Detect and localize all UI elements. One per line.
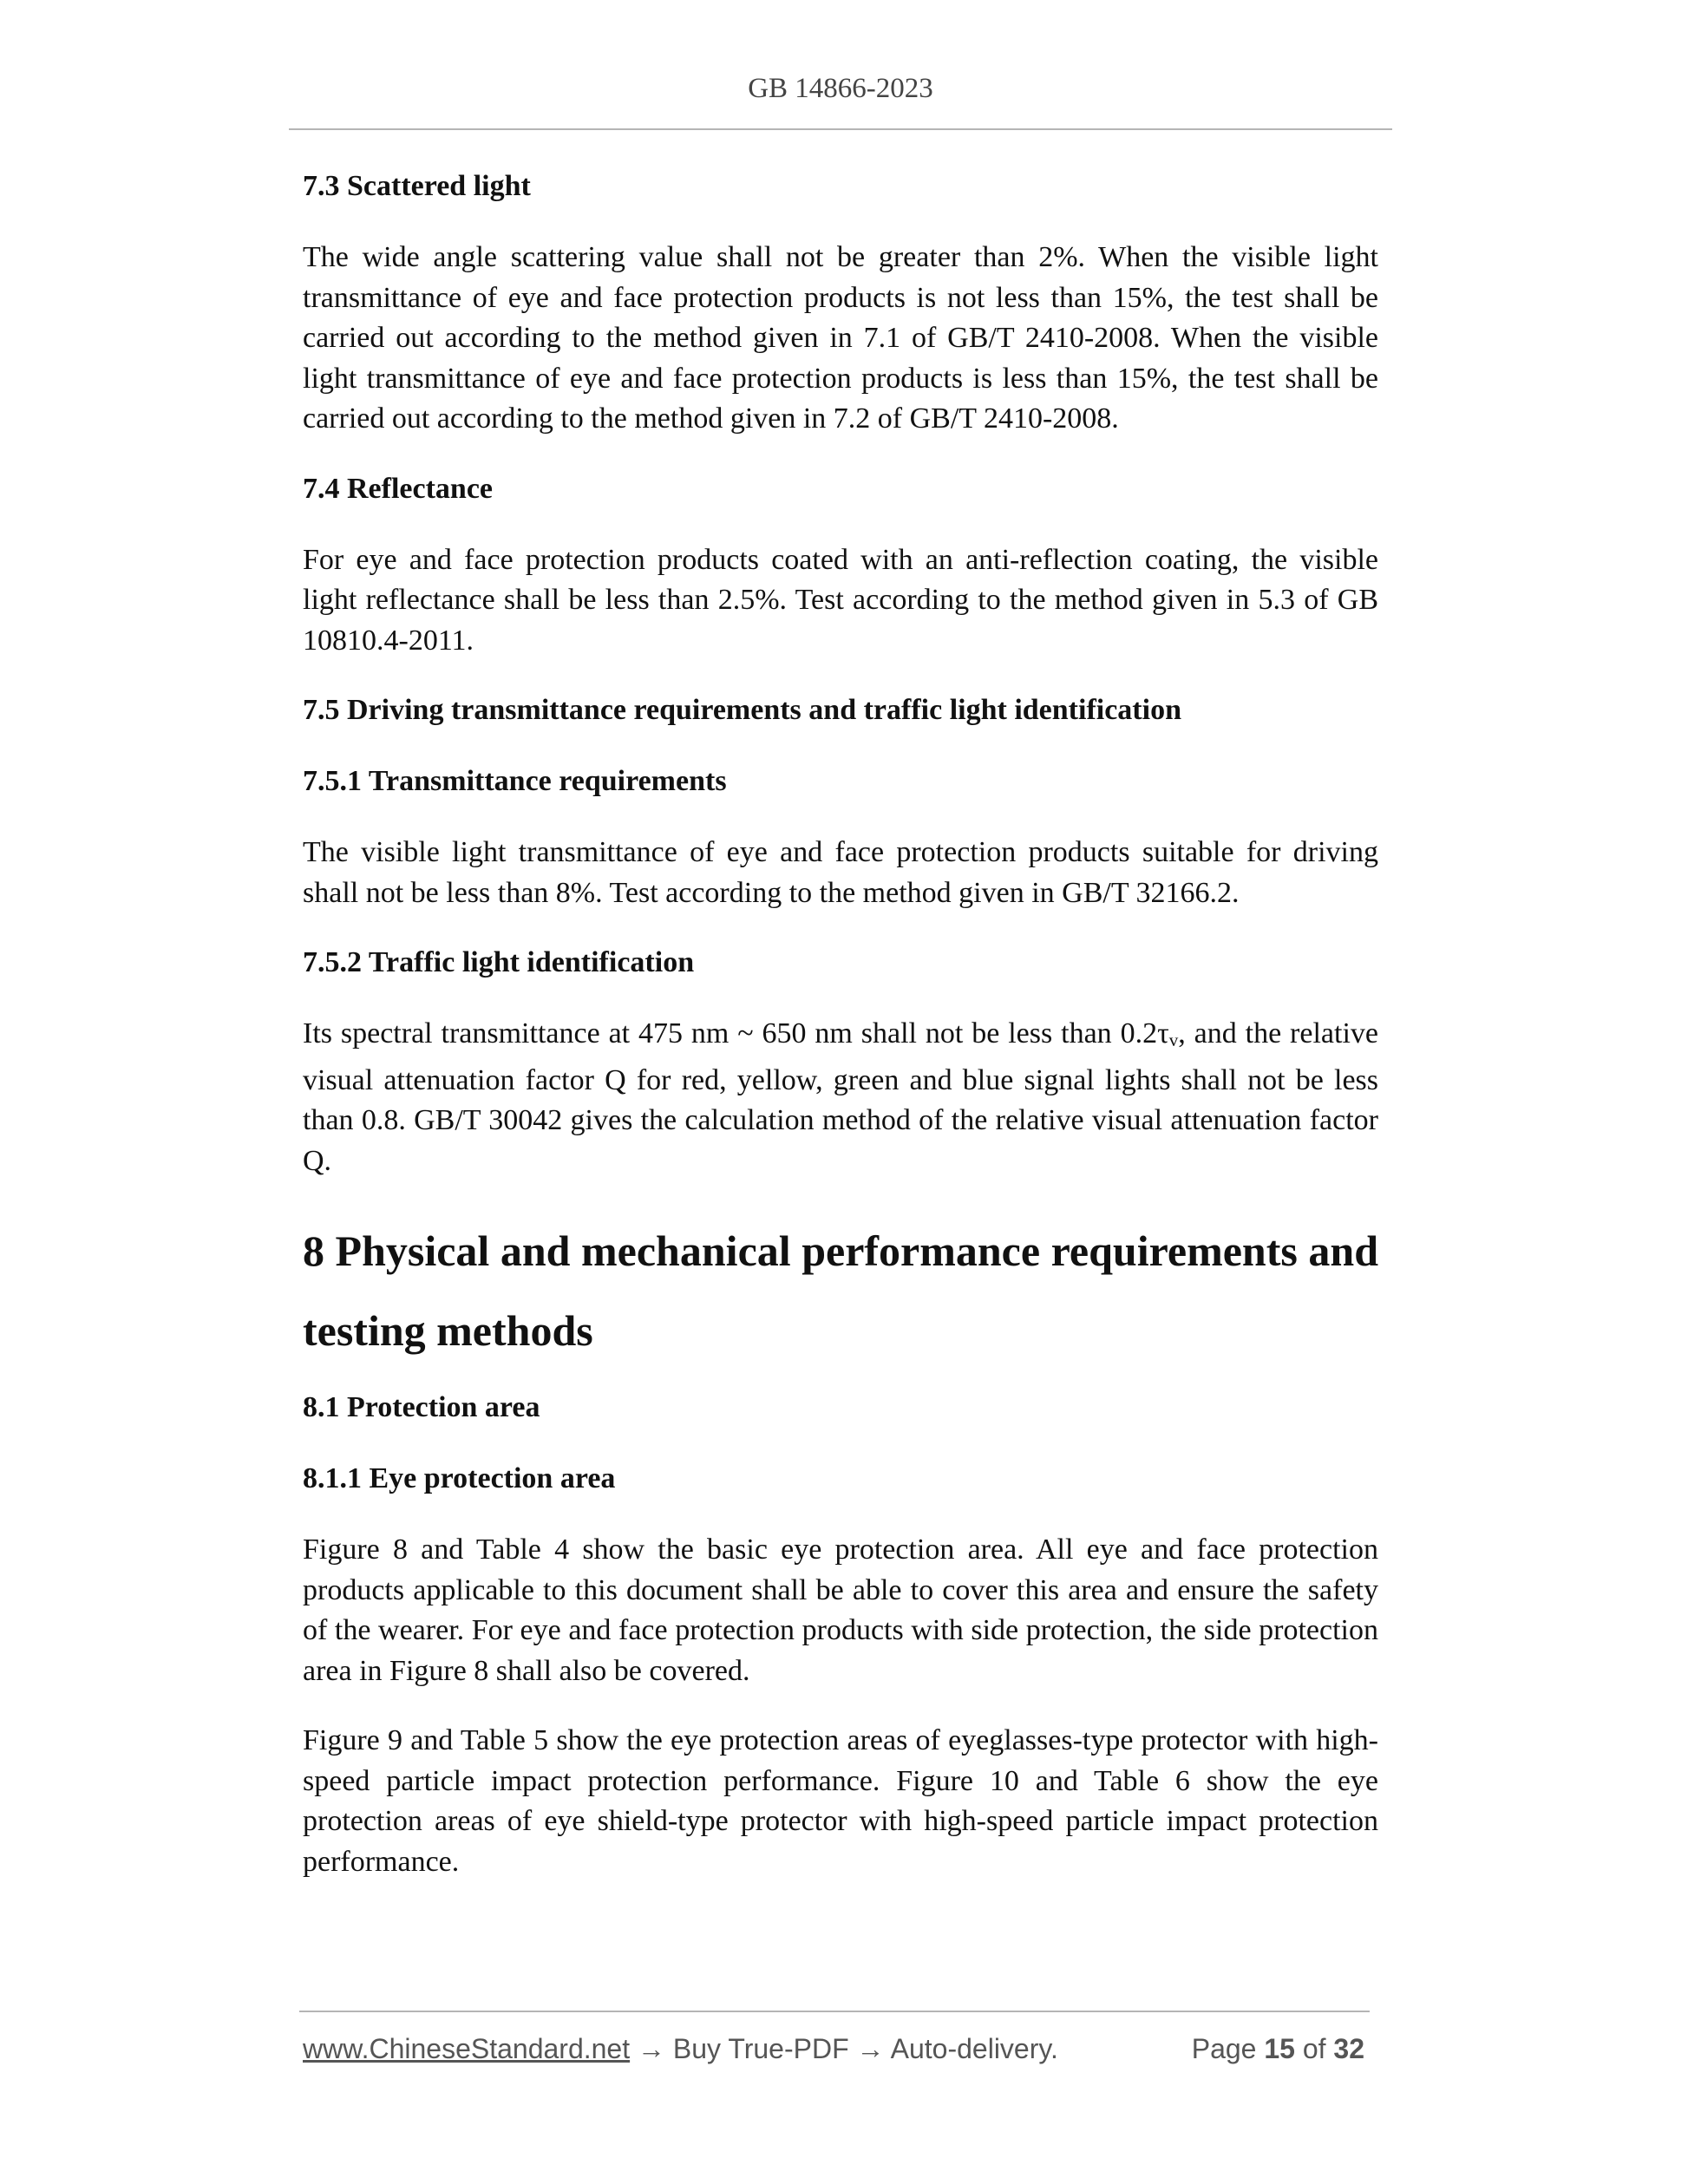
- section-7-5-2-heading: 7.5.2 Traffic light identification: [303, 946, 695, 978]
- paragraph-text-part: Its spectral transmittance at 475 nm ~ 650 nm shall not be less than 0.2τ: [303, 1017, 1169, 1049]
- document-id-header: GB 14866-2023: [748, 73, 933, 104]
- section-8-1-1-paragraph-2: Figure 9 and Table 5 show the eye protection areas of eyeglasses-type protector with high-speed particle impact protection performance. Figure 10 and Table 6 show the eye protection areas of eye shield-type protector with high-speed particle impact protection performance.: [303, 1724, 1378, 1878]
- section-7-5-1-paragraph: The visible light transmittance of eye and face protection products suitable for driving shall not be less than 8%. Test according to the method given in GB/T 32166.2.: [303, 836, 1378, 909]
- page-footer: [303, 2030, 1370, 2068]
- header-divider: [289, 128, 1392, 130]
- current-page-number: 15: [1264, 2033, 1295, 2064]
- website-link[interactable]: www.ChineseStandard.net: [303, 2033, 631, 2064]
- page-body: [303, 167, 1378, 1912]
- footer-divider: [299, 2011, 1370, 2012]
- footer-tagline: → Buy True-PDF → Auto-delivery.: [630, 2033, 1058, 2064]
- section-8-1-heading: 8.1 Protection area: [303, 1391, 540, 1423]
- section-7-4-heading: 7.4 Reflectance: [303, 472, 494, 505]
- section-7-3-paragraph: The wide angle scattering value shall not be greater than 2%. When the visible light transmittance of eye and face protection products is not less than 15%, the test shall be carried out according to the method given in 7.1 of GB/T 2410-2008. When the visible light transmittance of eye and face protection products is less than 15%, the test shall be carried out according to the method given in 7.2 of GB/T 2410-2008.: [303, 241, 1378, 435]
- tau-subscript: v: [1168, 1030, 1179, 1050]
- page-label: Page: [1191, 2033, 1257, 2064]
- section-7-4-paragraph: For eye and face protection products coated with an anti-reflection coating, the visible light reflectance shall be less than 2.5%. Test according to the method given in 5.3 of GB 10810.4-2011.: [303, 543, 1378, 657]
- section-8-1-1-paragraph-1: Figure 8 and Table 4 show the basic eye protection area. All eye and face protection products applicable to this document shall be able to cover this area and ensure the safety of the wearer. For eye and face protection products with side protection, the side protection area in Figure 8 shall also be covered.: [303, 1533, 1378, 1687]
- section-7-5-1-heading: 7.5.1 Transmittance requirements: [303, 765, 727, 797]
- page-indicator: [1192, 2030, 1364, 2068]
- section-7-5-heading: 7.5 Driving transmittance requirements and traffic light identification: [303, 694, 1181, 726]
- section-8-heading: 8 Physical and mechanical performance requirements and testing methods: [303, 1226, 1378, 1355]
- total-pages-number: 32: [1333, 2033, 1364, 2064]
- section-7-3-heading: 7.3 Scattered light: [303, 170, 531, 202]
- page-of-label: of: [1302, 2033, 1326, 2064]
- section-7-5-2-paragraph: [303, 1014, 1378, 1181]
- paragraph-text-part: , and the relative visual attenuation factor Q for red, yellow, green and blue signal lights shall not be less than 0.8. GB/T 30042 gives the calculation method of the relative visual attenuation factor Q.: [303, 1017, 1378, 1177]
- section-8-1-1-heading: 8.1.1 Eye protection area: [303, 1462, 616, 1494]
